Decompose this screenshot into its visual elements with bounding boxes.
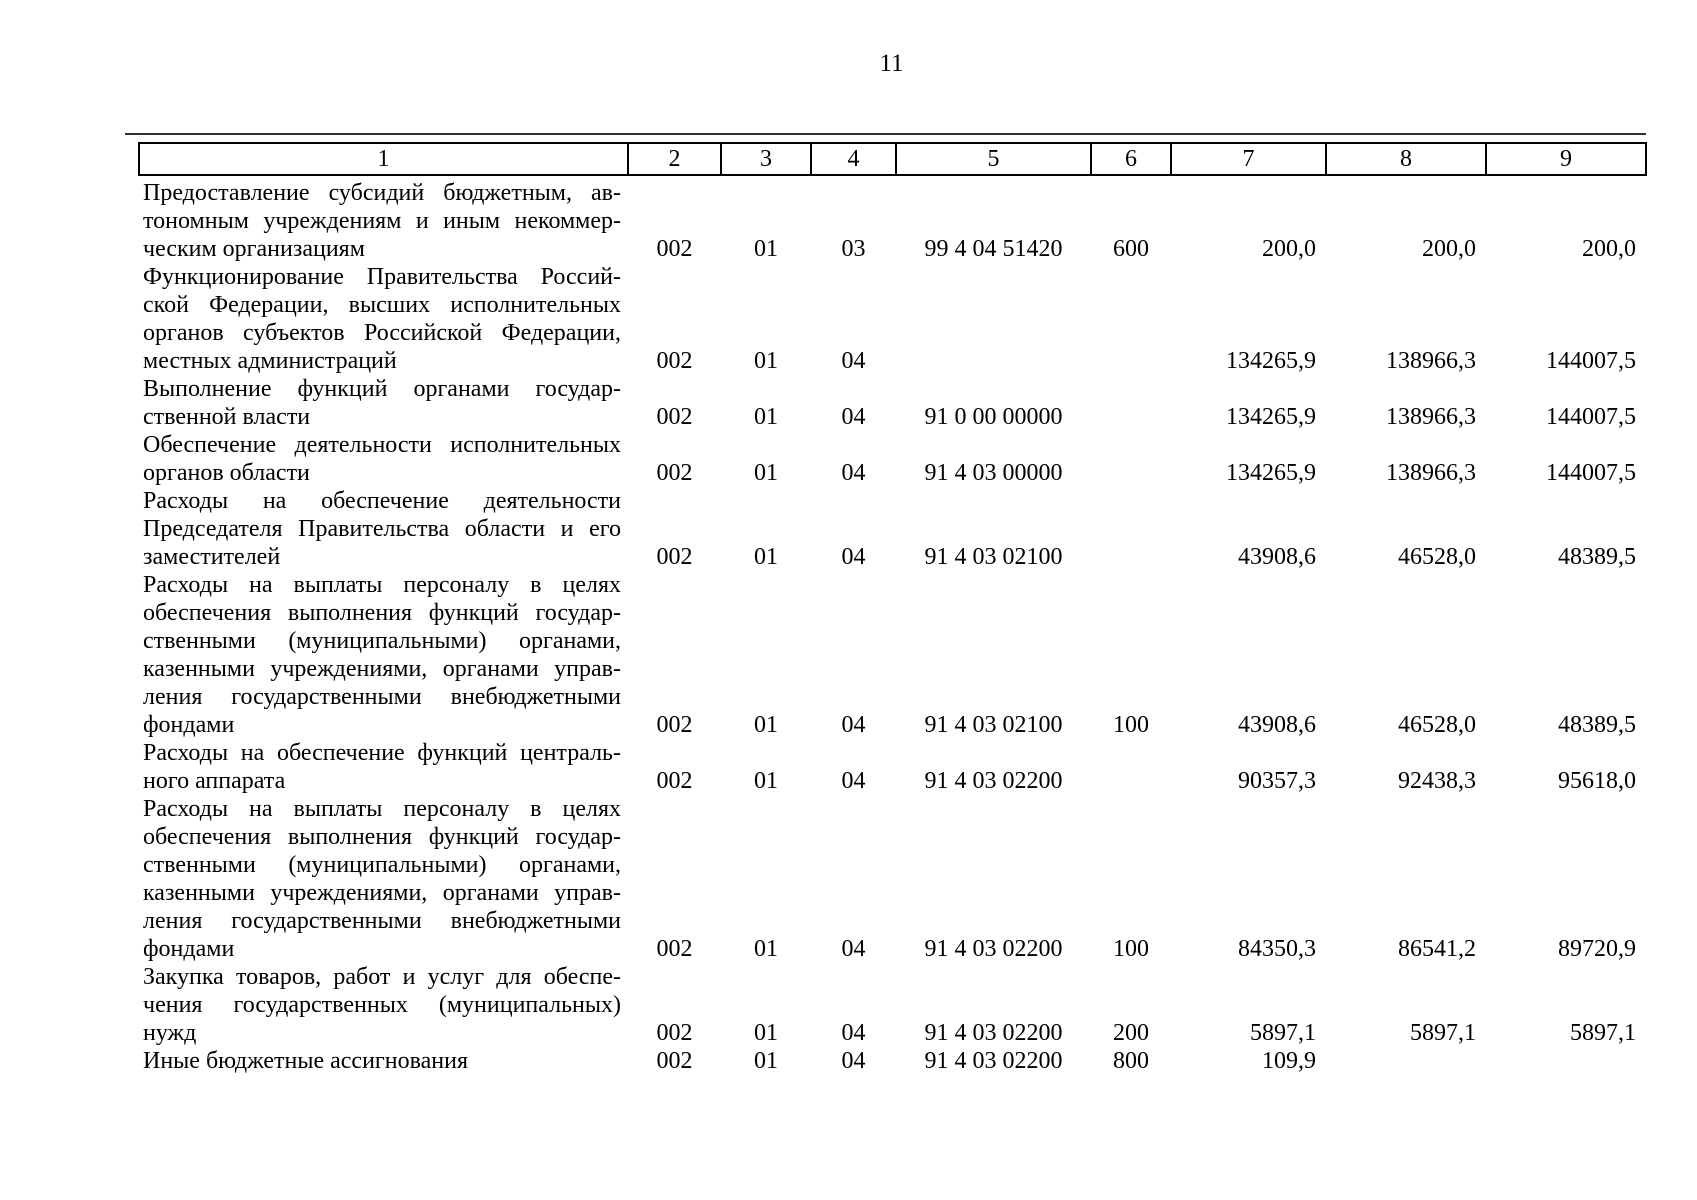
row-name-line: Расходы на обеспечение функций централь-: [143, 740, 621, 766]
table-row: [139, 263, 1646, 375]
row-value-col3: 01: [754, 1048, 778, 1074]
row-value-col5: 91 4 03 02200: [924, 768, 1063, 794]
row-name-line: Закупка товаров, работ и услуг для обеспе-: [143, 964, 621, 990]
row-value-col4: 04: [841, 1048, 866, 1074]
row-value-col5: 91 4 03 02100: [924, 544, 1063, 570]
row-value-col7: 43908,6: [1238, 712, 1316, 738]
row-value-col3: 01: [754, 404, 778, 430]
row-value-col8: 46528,0: [1398, 712, 1476, 738]
row-name-line: ственной власти: [143, 404, 311, 430]
row-value-col9: 48389,5: [1558, 544, 1636, 570]
table-row: [139, 739, 1646, 795]
row-value-col8: 138966,3: [1386, 404, 1476, 430]
row-name-line: органов области: [143, 460, 310, 486]
row-value-col3: 01: [754, 460, 778, 486]
row-value-col6: [1091, 739, 1171, 795]
row-name: [139, 375, 628, 431]
row-value-col2: 002: [656, 936, 693, 962]
table-row: [139, 487, 1646, 571]
table-row: [139, 175, 1646, 263]
row-name-line: фондами: [143, 712, 235, 738]
row-value-col8: 138966,3: [1386, 460, 1476, 486]
row-value-col9: [1486, 1047, 1646, 1075]
row-value-col4: 04: [841, 404, 866, 430]
row-name: [139, 431, 628, 487]
row-value-col7: 90357,3: [1238, 768, 1316, 794]
row-value-col4: 04: [841, 768, 866, 794]
row-value-col8: 46528,0: [1398, 544, 1476, 570]
row-name-line: Расходы на обеспечение деятельности: [143, 488, 621, 514]
row-name: [139, 1047, 628, 1075]
row-value-col3: 01: [754, 1020, 778, 1046]
column-header-7: 7: [1171, 143, 1326, 175]
row-value-col5: 91 4 03 02100: [924, 712, 1063, 738]
row-value-col2: 002: [656, 460, 693, 486]
row-value-col5: 91 4 03 02200: [924, 936, 1063, 962]
table-top-rule: [125, 133, 1646, 135]
row-value-col7: 134265,9: [1226, 348, 1316, 374]
row-name-line: заместителей: [143, 544, 281, 570]
row-value-col7: 134265,9: [1226, 460, 1316, 486]
budget-table-wrap: [138, 142, 1647, 1075]
row-name-line: ственными (муниципальными) органами,: [143, 852, 621, 878]
column-header-3: 3: [721, 143, 811, 175]
row-value-col7: 84350,3: [1238, 936, 1316, 962]
row-value-col2: 002: [656, 712, 693, 738]
row-value-col9: 144007,5: [1546, 348, 1636, 374]
row-value-col3: 01: [754, 236, 778, 262]
table-body: [139, 175, 1646, 1075]
row-value-col4: 04: [841, 1020, 866, 1046]
table-row: [139, 571, 1646, 739]
row-name-line: обеспечения выполнения функций государ-: [143, 600, 621, 626]
row-value-col9: 89720,9: [1558, 936, 1636, 962]
row-value-col3: 01: [754, 348, 778, 374]
row-value-col4: 04: [841, 460, 866, 486]
row-value-col7: 5897,1: [1250, 1020, 1316, 1046]
row-name-line: казенными учреждениями, органами управ-: [143, 656, 621, 682]
row-name: [139, 795, 628, 963]
row-value-col2: 002: [656, 768, 693, 794]
row-name-line: ческим организациям: [143, 236, 365, 262]
row-value-col8: 92438,3: [1398, 768, 1476, 794]
row-name-line: Расходы на выплаты персоналу в целях: [143, 572, 621, 598]
row-value-col3: 01: [754, 544, 778, 570]
column-header-5: 5: [896, 143, 1091, 175]
row-name-line: казенными учреждениями, органами управ-: [143, 880, 621, 906]
row-value-col9: 144007,5: [1546, 460, 1636, 486]
column-header-9: 9: [1486, 143, 1646, 175]
column-header-2: 2: [628, 143, 721, 175]
row-value-col8: 200,0: [1422, 236, 1476, 262]
row-value-col2: 002: [656, 544, 693, 570]
row-value-col6: 600: [1113, 236, 1149, 262]
row-value-col7: 43908,6: [1238, 544, 1316, 570]
row-value-col8: [1326, 1047, 1486, 1075]
row-value-col3: 01: [754, 936, 778, 962]
row-name-line: ской Федерации, высших исполнительных: [143, 292, 621, 318]
table-row: [139, 795, 1646, 963]
row-name-line: Выполнение функций органами государ-: [143, 376, 621, 402]
row-name-line: ления государственными внебюджетными: [143, 908, 621, 934]
row-value-col5: 91 4 03 02200: [924, 1020, 1063, 1046]
row-name-line: Расходы на выплаты персоналу в целях: [143, 796, 621, 822]
row-value-col4: 04: [841, 348, 866, 374]
row-name-line: фондами: [143, 936, 235, 962]
table-row: [139, 375, 1646, 431]
row-name-line: Функционирование Правительства Россий-: [143, 264, 621, 290]
row-value-col6: 200: [1113, 1020, 1149, 1046]
row-value-col4: 03: [841, 236, 866, 262]
row-value-col2: 002: [656, 1020, 693, 1046]
row-value-col5: 99 4 04 51420: [924, 236, 1063, 262]
row-value-col3: 01: [754, 768, 778, 794]
row-value-col7: 134265,9: [1226, 404, 1316, 430]
row-value-col5: [896, 263, 1091, 375]
row-value-col6: 100: [1113, 936, 1149, 962]
row-value-col8: 138966,3: [1386, 348, 1476, 374]
table-row: [139, 1047, 1646, 1075]
row-value-col8: 5897,1: [1410, 1020, 1476, 1046]
row-value-col9: 144007,5: [1546, 404, 1636, 430]
row-name-line: ного аппарата: [143, 768, 286, 794]
row-name-line: Предоставление субсидий бюджетным, ав-: [143, 180, 621, 206]
table-row: [139, 431, 1646, 487]
row-name-line: нужд: [143, 1020, 197, 1046]
row-value-col3: 01: [754, 712, 778, 738]
row-value-col4: 04: [841, 936, 866, 962]
column-header-4: 4: [811, 143, 896, 175]
row-value-col5: 91 4 03 00000: [924, 460, 1063, 486]
row-value-col6: [1091, 263, 1171, 375]
row-name-line: обеспечения выполнения функций государ-: [143, 824, 621, 850]
row-name-line: ственными (муниципальными) органами,: [143, 628, 621, 654]
row-value-col2: 002: [656, 348, 693, 374]
column-header-8: 8: [1326, 143, 1486, 175]
column-header-1: 1: [139, 143, 628, 175]
row-value-col8: 86541,2: [1398, 936, 1476, 962]
row-name: [139, 963, 628, 1047]
table-row: [139, 963, 1646, 1047]
row-value-col9: 48389,5: [1558, 712, 1636, 738]
row-value-col6: [1091, 487, 1171, 571]
row-value-col9: 5897,1: [1570, 1020, 1636, 1046]
row-name-line: Иные бюджетные ассигнования: [143, 1048, 468, 1074]
row-value-col4: 04: [841, 712, 866, 738]
row-name: [139, 487, 628, 571]
page-number: 11: [879, 50, 904, 77]
budget-table: [138, 142, 1647, 1075]
row-value-col2: 002: [656, 404, 693, 430]
row-value-col5: 91 4 03 02200: [924, 1048, 1063, 1074]
row-value-col6: 100: [1113, 712, 1149, 738]
row-value-col6: [1091, 375, 1171, 431]
row-value-col6: [1091, 431, 1171, 487]
row-value-col7: 200,0: [1262, 236, 1316, 262]
row-name-line: местных администраций: [143, 348, 397, 374]
row-name: [139, 739, 628, 795]
row-value-col4: 04: [841, 544, 866, 570]
row-value-col2: 002: [656, 236, 693, 262]
row-value-col6: 800: [1113, 1048, 1149, 1074]
row-name-line: органов субъектов Российской Федерации,: [143, 320, 621, 346]
row-name: [139, 175, 628, 263]
row-name-line: тономным учреждениям и иным некоммер-: [143, 208, 621, 234]
row-value-col9: 200,0: [1582, 236, 1636, 262]
row-name: [139, 571, 628, 739]
row-value-col9: 95618,0: [1558, 768, 1636, 794]
row-name-line: ления государственными внебюджетными: [143, 684, 621, 710]
row-name-line: Обеспечение деятельности исполнительных: [143, 432, 621, 458]
column-header-6: 6: [1091, 143, 1171, 175]
row-name-line: Председателя Правительства области и его: [143, 516, 621, 542]
table-header-row: [139, 143, 1646, 175]
row-name-line: чения государственных (муниципальных): [143, 992, 621, 1018]
row-value-col5: 91 0 00 00000: [924, 404, 1063, 430]
row-name: [139, 263, 628, 375]
row-value-col2: 002: [656, 1048, 693, 1074]
row-value-col7: 109,9: [1262, 1048, 1316, 1074]
